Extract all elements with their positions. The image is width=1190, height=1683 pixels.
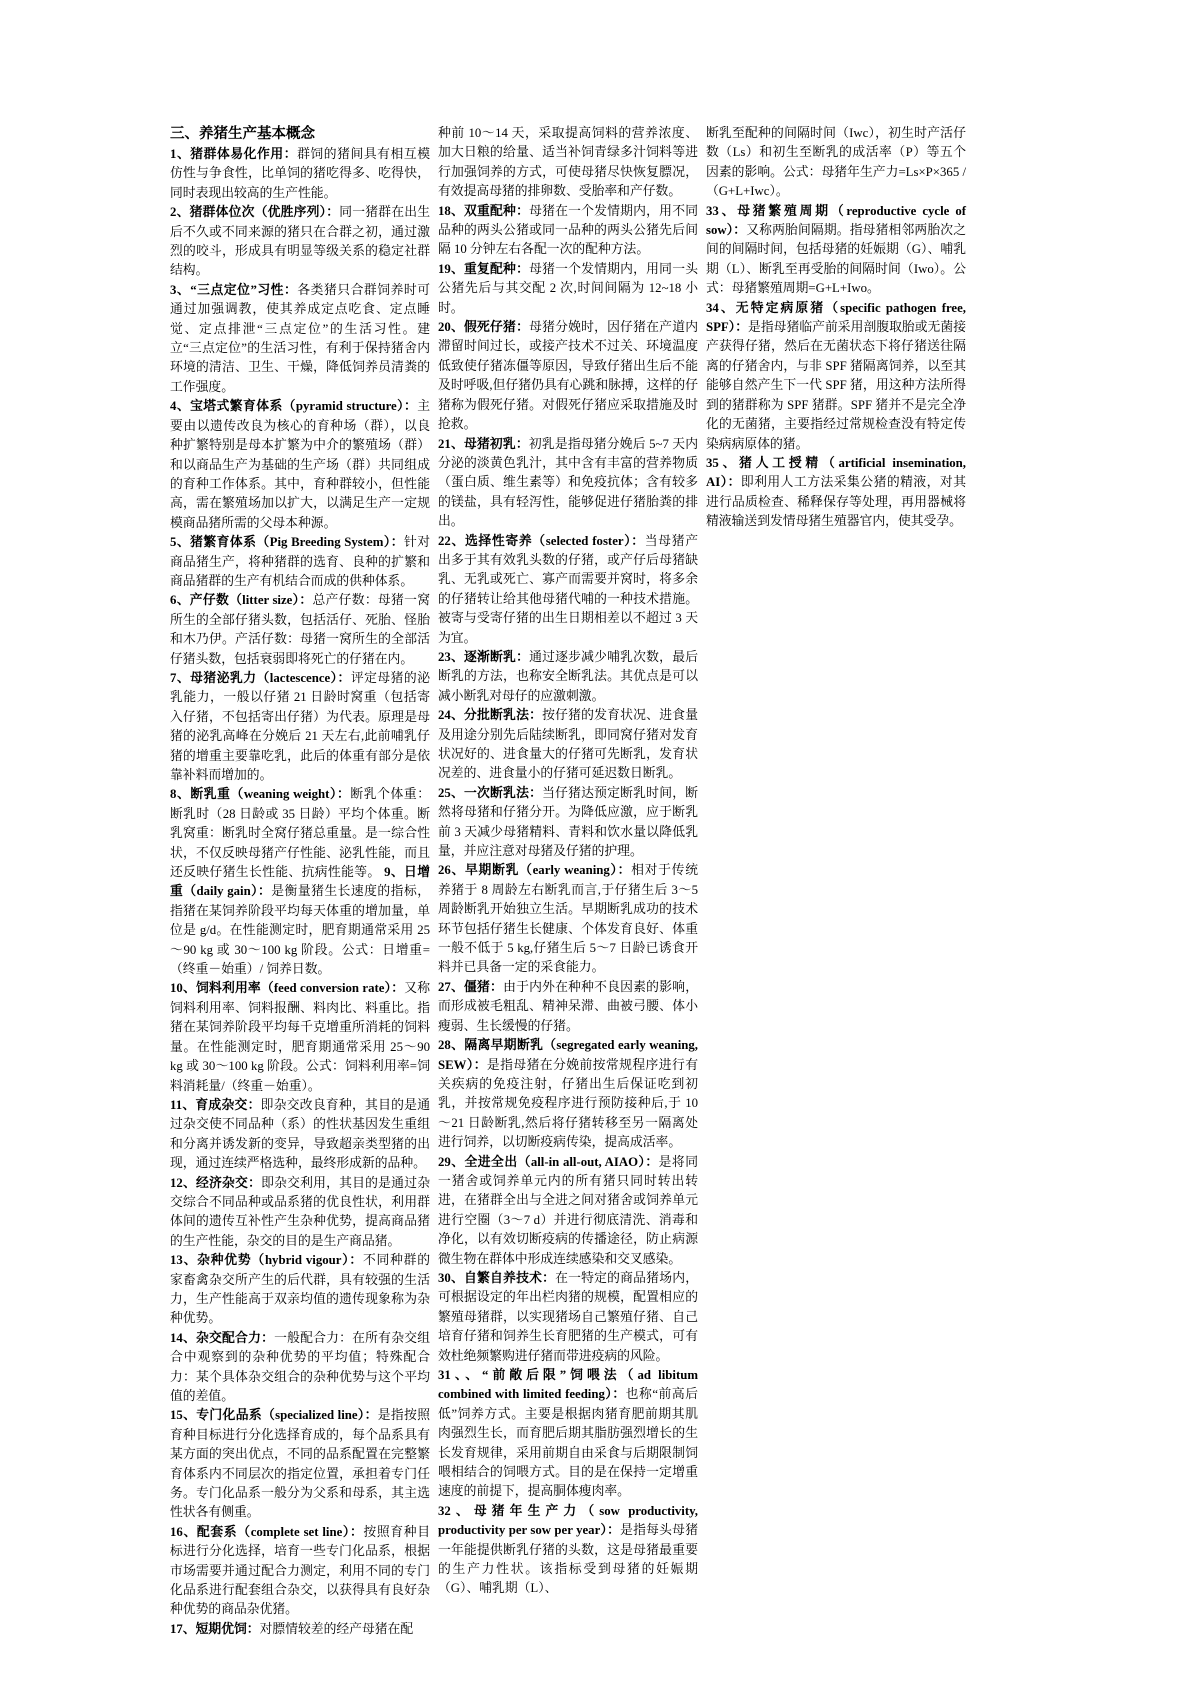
term-label: 34、无特定病原猪（specific pathogen free, SPF）： xyxy=(706,300,966,335)
term-label: 18、双重配种： xyxy=(438,203,530,218)
definition-paragraph xyxy=(438,784,698,862)
text-column xyxy=(438,124,698,1639)
term-label: 23、逐渐断乳： xyxy=(438,649,530,664)
term-label: 22、选择性寄养（selected foster）： xyxy=(438,533,645,548)
definition-paragraph xyxy=(170,397,430,533)
term-label: 33、母猪繁殖周期（reproductive cycle of sow）： xyxy=(706,203,966,238)
term-label: 15、专门化品系（specialized line）： xyxy=(170,1408,378,1423)
term-label: 1、猪群体易化作用： xyxy=(170,147,298,161)
definition-text: 相对于传统养猪于 8 周龄左右断乳而言,于仔猪生后 3～5 周龄断乳开始独立生活。早期断乳成功的技术环节包括仔猪生长健康、个体发育良好、体重一般不低于 5 kg,仔猪生后 5～7 日龄已诱食开料并已具备一定的采食能力。 xyxy=(438,863,698,975)
definition-text: 是指按照育种目标进行分化选择育成的，每个品系具有某方面的突出优点，不同的品系配置在完整繁育体系内不同层次的指定位置，承担着专门任务。专门化品系一般分为父系和母系，其主选性状各有侧重。 xyxy=(170,1408,430,1520)
definition-paragraph xyxy=(438,435,698,532)
definition-paragraph xyxy=(170,281,430,397)
definition-paragraph xyxy=(438,124,698,202)
definition-paragraph xyxy=(170,1620,430,1639)
term-label: 4、宝塔式繁育体系（pyramid structure）： xyxy=(170,399,418,414)
term-label: 31、、“前敞后限”饲喂法（ad libitum combined with limited feeding）： xyxy=(438,1368,698,1402)
definition-text: 初乳是指母猪分娩后 5~7 天内分泌的淡黄色乳汁，其中含有丰富的营养物质（蛋白质、维生素等）和免疫抗体；含有较多的镁盐，具有轻泻性，能够促进仔猪胎粪的排出。 xyxy=(438,436,699,529)
term-label: 6、产仔数（litter size）： xyxy=(170,593,313,608)
definition-text: 按照育种目标进行分化选择，培育一些专门化品系，根据市场需要并通过配合力测定，利用不同的专门化品系进行配套组合杂交，以获得具有良好杂种优势的商品杂优猪。 xyxy=(170,1524,431,1617)
term-label: 26、早期断乳（early weaning）： xyxy=(438,863,632,878)
definition-paragraph xyxy=(706,202,966,299)
definition-text: 是指母猪在分娩前按常规程序进行有关疾病的免疫注射，仔猪出生后保证吃到初乳，并按常规免疫程序进行预防接种后,于 10～21 日龄断乳,然后将仔猪转移至另一隔离处进行饲养，以切断疫病传染，提高成活率。 xyxy=(438,1057,698,1150)
definition-text: 是指母猪临产前采用剖腹取胎或无菌接产获得仔猪，然后在无菌状态下将仔猪送往隔离的仔猪舍内，与非 SPF 猪隔离饲养，以至其能够自然产生下一代 SPF 猪，用这种方法所得到的猪群称为 SPF 猪群。SPF 猪并不是完全净化的无菌猪，主要指经过常规检查没有特定传染病病原体的猪。 xyxy=(706,320,966,451)
term-label: 3、“三点定位”习性： xyxy=(170,282,298,297)
term-label: 21、母猪初乳： xyxy=(438,436,529,451)
definition-paragraph xyxy=(170,1523,430,1620)
definition-text: 是将同一猪舍或饲养单元内的所有猪只同时转出转进，在猪群全出与全进之间对猪舍或饲养单元进行空圈（3～7 d）并进行彻底清洗、消毒和净化，以有效切断疫病的传播途径，防止病源微生物在群体中形成连续感染和交叉感染。 xyxy=(438,1154,698,1266)
text-column xyxy=(170,124,430,1639)
term-label: 19、重复配种： xyxy=(438,261,530,276)
definition-paragraph xyxy=(438,1153,698,1269)
definition-text: 即利用人工方法采集公猪的精液，对其进行品质检查、稀释保存等处理，再用器械将精液输送到发情母猪生殖器官内，使其受孕。 xyxy=(706,475,966,529)
definition-paragraph xyxy=(170,669,430,785)
term-label: 7、母猪泌乳力（lactescence）： xyxy=(170,670,351,685)
definition-text: 群饲的猪间具有相互模仿性与争食性，比单饲的猪吃得多、吃得快，同时表现出较高的生产性能。 xyxy=(170,147,430,200)
definition-paragraph xyxy=(438,1366,698,1502)
definition-text: 按仔猪的发育状况、进食量及用途分别先后陆续断乳，即同窝仔猪对发育状况好的、进食量大的仔猪可先断乳，发育状况差的、进食量小的仔猪可延迟数日断乳。 xyxy=(438,708,699,781)
term-label: 12、经济杂交： xyxy=(170,1175,262,1190)
definition-paragraph xyxy=(170,145,430,203)
definition-text: 由于内外在种种不良因素的影响，而形成被毛粗乱、精神呆滞、曲被弓腰、体小瘦弱、生长缓慢的仔猪。 xyxy=(438,979,699,1033)
term-label: 16、配套系（complete set line）： xyxy=(170,1524,364,1539)
definition-text: 也称“前高后低”饲养方式。主要是根据肉猪育肥前期其肌肉强烈生长，而育肥后期其脂肪强烈增长的生长发育规律，采用前期自由采食与后期限制饲喂相结合的饲喂方式。目的是在保持一定增重速度的前提下，提高胴体瘦肉率。 xyxy=(438,1387,698,1499)
definition-text: 断乳个体重：断乳时（28 日龄或 35 日龄）平均个体重。断乳窝重：断乳时全窝仔猪总重量。是一综合性状，不仅反映母猪产仔性能、泌乳性能，而且还反映仔猪生长性能、抗病性能等。 xyxy=(170,787,430,880)
definition-paragraph xyxy=(438,648,698,706)
term-label: 5、猪繁育体系（Pig Breeding System）： xyxy=(170,535,404,550)
definition-paragraph xyxy=(170,533,430,591)
term-label: 10、饲料利用率（feed conversion rate）： xyxy=(170,981,405,996)
definition-paragraph xyxy=(170,1406,430,1522)
term-label: 24、分批断乳法： xyxy=(438,708,543,723)
term-label: 25、一次断乳法： xyxy=(438,785,543,800)
definition-paragraph xyxy=(170,785,430,979)
definition-text: 又称两胎间隔期。指母猪相邻两胎次之间的间隔时间，包括母猪的妊娠期（G）、哺乳期（L）、断乳至再受胎的间隔时间（Iwo）。公式：母猪繁殖周期=G+L+Iwo。 xyxy=(706,223,966,296)
term-label: 13、杂种优势（hybrid vigour）： xyxy=(170,1253,363,1268)
definition-paragraph xyxy=(438,861,698,977)
definition-paragraph xyxy=(438,202,698,260)
definition-paragraph xyxy=(438,706,698,784)
definition-text: 一般配合力：在所有杂交组合中观察到的杂种优势的平均值；特殊配合力：某个具体杂交组合的杂种优势与这个平均值的差值。 xyxy=(170,1330,431,1403)
definition-paragraph xyxy=(706,299,966,454)
definition-text: 当母猪产出多于其有效乳头数的仔猪，或产仔后母猪缺乳、无乳或死亡、寡产而需要并窝时，将多余的仔猪转让给其他母猪代哺的一种技术措施。被寄与受寄仔猪的出生日期相差以不超过 3 天为宜。 xyxy=(438,533,698,645)
definition-paragraph xyxy=(438,978,698,1036)
term-label: 2、猪群体位次（优胜序列）： xyxy=(170,205,340,220)
definition-text: 不同种群的家畜禽杂交所产生的后代群，具有较强的生活力，生产性能高于双亲均值的遗传现象称为杂种优势。 xyxy=(170,1253,430,1326)
definition-text: 同一猪群在出生后不久或不同来源的猪只在合群之初，通过激烈的咬斗，形成具有明显等级关系的稳定社群结构。 xyxy=(170,205,430,278)
term-label: 30、自繁自养技术： xyxy=(438,1270,556,1285)
text-column xyxy=(706,124,966,1639)
term-label: 9、日增重（daily gain）： xyxy=(170,865,431,899)
definition-text: 是指每头母猪一年能提供断乳仔猪的头数，这是母猪最重要的生产力性状。该指标受到母猪的妊娠期（G）、哺乳期（L）、 xyxy=(438,1523,698,1596)
page-title: 三、养猪生产基本概念 xyxy=(170,126,315,142)
term-label: 11、育成杂交： xyxy=(170,1097,261,1112)
definition-text: 在一特定的商品猪场内，可根据设定的年出栏肉猪的规模，配置相应的繁殖母猪群，以实现猪场自己繁殖仔猪、自己培育仔猪和饲养生长育肥猪的生产模式，可有效杜绝频繁购进仔猪而带进疫病的风险。 xyxy=(438,1270,699,1363)
term-label: 29、全进全出（all-in all-out, AIAO）： xyxy=(438,1154,659,1169)
definition-text: 当仔猪达预定断乳时间，断然将母猪和仔猪分开。为降低应激，应于断乳前 3 天减少母猪精料、青料和饮水量以降低乳量，并应注意对母猪及仔猪的护理。 xyxy=(438,785,699,859)
term-label: 14、杂交配合力： xyxy=(170,1330,275,1345)
definition-paragraph xyxy=(170,591,430,669)
definition-paragraph xyxy=(170,979,430,1095)
definition-text: 对膘情较差的经产母猪在配 xyxy=(259,1621,414,1636)
definition-paragraph xyxy=(170,1251,430,1329)
definition-paragraph xyxy=(438,532,698,648)
term-label: 17、短期优饲： xyxy=(170,1621,260,1636)
definition-paragraph xyxy=(170,1329,430,1407)
definition-text: 主要由以遗传改良为核心的育种场（群），以良种扩繁特别是母本扩繁为中介的繁殖场（群）和以商品生产为基础的生产场（群）共同组成的育种工作体系。其中，育种群较小，但性能高，需在繁殖场加以扩大，以满足生产一定规模商品猪所需的父母本种源。 xyxy=(170,399,430,530)
definition-text: 母猪一个发情期内，用同一头公猪先后与其交配 2 次,时间间隔为 12~18 小时。 xyxy=(438,261,699,315)
definition-text: 针对商品猪生产，将种猪群的选育、良种的扩繁和商品猪群的生产有机结合而成的供种体系。 xyxy=(170,535,431,588)
definition-text: 种前 10～14 天，采取提高饲料的营养浓度、加大日粮的给量、适当补饲青绿多汁饲料等进行加强饲养的方式，可使母猪尽快恢复膘况，有效提高母猪的排卵数、受胎率和产仔数。 xyxy=(438,126,698,199)
definition-text: 评定母猪的泌乳能力，一般以仔猪 21 日龄时窝重（包括寄入仔猪，不包括寄出仔猪）为代表。原理是母猪的泌乳高峰在分娩后 21 天左右,此前哺乳仔猪的增重主要靠吃乳，此后的体重有部分是依靠补料而增加的。 xyxy=(170,670,431,782)
definition-paragraph xyxy=(438,1502,698,1599)
term-label: 20、假死仔猪： xyxy=(438,320,530,335)
definition-text: 总产仔数：母猪一窝所生的全部仔猪头数，包括活仔、死胎、怪胎和木乃伊。产活仔数：母猪一窝所生的全部活仔猪头数，包括衰弱即将死亡的仔猪在内。 xyxy=(170,593,431,666)
definition-text: 母猪分娩时，因仔猪在产道内滞留时间过长，或接产技术不过关、环境温度低致使仔猪冻僵等原因，导致仔猪出生后不能及时呼吸,但仔猪仍具有心跳和脉搏，这样的仔猪称为假死仔猪。对假死仔猪应采取措施及时抢救。 xyxy=(438,320,699,432)
definition-text: 即杂交利用，其目的是通过杂交综合不同品种或品系猪的优良性状，利用群体间的遗传互补性产生杂种优势，提高商品猪的生产性能，杂交的目的是生产商品猪。 xyxy=(170,1175,431,1248)
definition-paragraph xyxy=(706,454,966,532)
definition-paragraph xyxy=(438,260,698,318)
term-label: 32、母猪年生产力（sow productivity, productivity per sow per year）： xyxy=(438,1503,698,1538)
definition-text: 通过逐步减少哺乳次数，最后断乳的方法，也称安全断乳法。其优点是可以减小断乳对母仔的应激刺激。 xyxy=(438,649,699,703)
definition-paragraph xyxy=(706,124,966,202)
definition-paragraph xyxy=(438,1269,698,1366)
definition-paragraph xyxy=(170,1174,430,1252)
definition-text: 又称饲料利用率、饲料报酬、料肉比、料重比。指猪在某饲养阶段平均每千克增重所消耗的饲料量。在性能测定时，肥育期通常采用 25～90 kg 或 30～100 kg 阶段。公式：饲料利用率=饲料消耗量/（终重－始重）。 xyxy=(170,981,431,1093)
definition-paragraph xyxy=(170,203,430,281)
definition-paragraph xyxy=(438,318,698,434)
definition-paragraph xyxy=(438,1036,698,1152)
term-label: 8、断乳重（weaning weight）： xyxy=(170,787,351,802)
document-content xyxy=(170,124,966,1639)
definition-text: 即杂交改良育种，其目的是通过杂交使不同品种（系）的性状基因发生重组和分离并诱发新的变异，导致超亲类型猪的出现，通过连续严格选种，最终形成新的品种。 xyxy=(170,1097,431,1171)
definition-text: 是衡量猪生长速度的指标，指猪在某饲养阶段平均每天体重的增加量，单位是 g/d。在性能测定时，肥育期通常采用 25～90 kg 或 30～100 kg 阶段。公式：日增重=（终重－始重）/ 饲养日数。 xyxy=(170,884,431,977)
term-label: 35、猪人工授精（artificial insemination, AI）： xyxy=(706,455,966,490)
definition-text: 母猪在一个发情期内，用不同品种的两头公猪或同一品种的两头公猪先后间隔 10 分钟左右各配一次的配种方法。 xyxy=(438,203,699,257)
term-label: 27、僵猪： xyxy=(438,979,504,994)
definition-text: 各类猪只合群饲养时可通过加强调教，使其养成定点吃食、定点睡觉、定点排泄“三点定位”的生活习性。建立“三点定位”的生活习性，有利于保持猪舍内环境的清洁、卫生、干燥，降低饲养员清粪的工作强度。 xyxy=(170,282,431,394)
definition-paragraph xyxy=(170,1096,430,1174)
term-label: 28、隔离早期断乳（segregated early weaning, SEW）： xyxy=(438,1038,698,1072)
definition-text: 断乳至配种的间隔时间（Iwc），初生时产活仔数（Ls）和初生至断乳的成活率（P）等五个因素的影响。公式：母猪年生产力=Ls×P×365 /（G+L+Iwc）。 xyxy=(706,126,966,199)
